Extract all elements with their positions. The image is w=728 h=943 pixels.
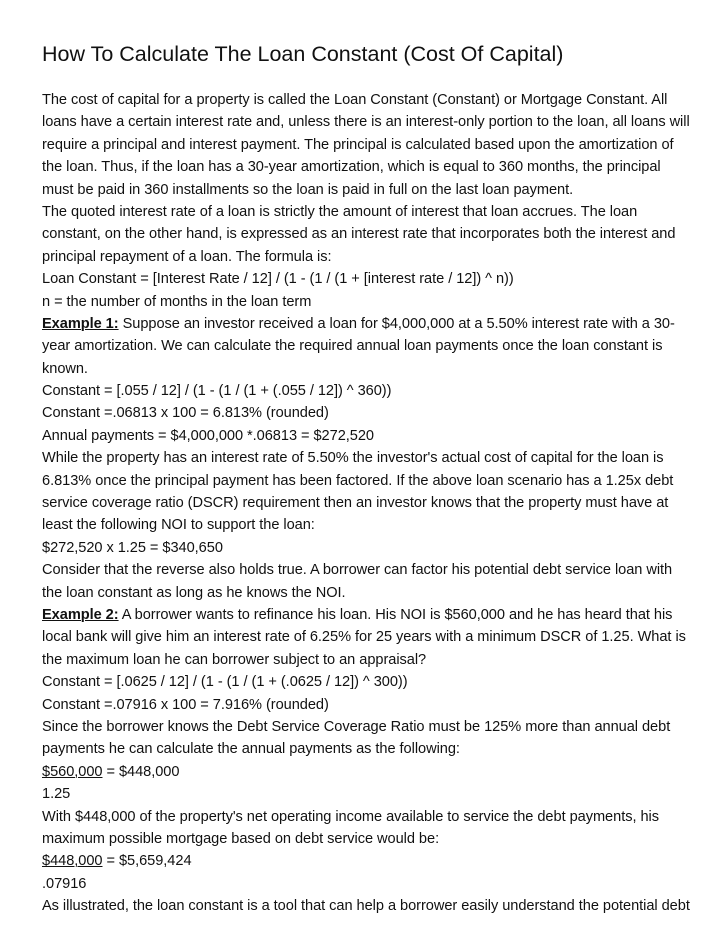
closing-line: As illustrated, the loan constant is a tool that can help a borrower easily understand the potential debt [42, 898, 690, 915]
paragraph-line: local bank will give him an interest rate of 6.25% for 25 years with a minimum DSCR of 1.25. What is [42, 629, 686, 646]
paragraph-line: require a principal and interest payment. The principal is calculated based upon the amortization of [42, 136, 674, 153]
paragraph-line: Since the borrower knows the Debt Service Coverage Ratio must be 125% more than annual debt [42, 718, 671, 735]
formula-line: Constant = [.055 / 12] / (1 - (1 / (1 + (.055 / 12]) ^ 360)) [42, 383, 392, 400]
paragraph-line: the loan. Thus, if the loan has a 30-year amortization, which is equal to 360 months, the principal [42, 159, 661, 176]
formula-line: $272,520 x 1.25 = $340,650 [42, 539, 223, 556]
paragraph-line: constant, on the other hand, is expressed as an interest rate that incorporates both the interest and [42, 226, 676, 243]
formula-line: Annual payments = $4,000,000 *.06813 = $272,520 [42, 427, 374, 444]
formula-definition: n = the number of months in the loan term [42, 293, 312, 310]
paragraph-line: 6.813% once the principal payment has been factored. If the above loan scenario has a 1.25x debt [42, 472, 674, 489]
example-2-label: Example 2: [42, 606, 119, 623]
fraction-1-result: = $448,000 [102, 763, 180, 780]
example-1-text: Suppose an investor received a loan for $4,000,000 at a 5.50% interest rate with a 30- [118, 315, 675, 332]
paragraph-line: the maximum loan he can borrower subject to an appraisal? [42, 651, 427, 668]
paragraph-line: maximum possible mortgage based on debt service would be: [42, 830, 440, 847]
example-1-heading-line [42, 313, 692, 335]
example-1-label: Example 1: [42, 315, 119, 332]
example-2-heading-line [42, 604, 692, 626]
page-title: How To Calculate The Loan Constant (Cost Of Capital) [42, 42, 564, 66]
fraction-2-numerator: $448,000 [42, 853, 103, 870]
fraction-1-numerator-line [42, 761, 692, 783]
example-2-text: A borrower wants to refinance his loan. His NOI is $560,000 and he has heard that his [118, 606, 673, 623]
paragraph-line: Consider that the reverse also holds true. A borrower can factor his potential debt service loan with [42, 562, 673, 579]
fraction-2-result: = $5,659,424 [102, 853, 192, 870]
paragraph-line: service coverage ratio (DSCR) requirement then an investor knows that the property must have at [42, 495, 669, 512]
document-body [42, 89, 692, 917]
paragraph-line: With $448,000 of the property's net operating income available to service the debt payments, his [42, 808, 659, 825]
paragraph-line: The cost of capital for a property is called the Loan Constant (Constant) or Mortgage Constant. All [42, 92, 668, 108]
fraction-2-denominator: .07916 [42, 875, 87, 892]
paragraph-line: least the following NOI to support the loan: [42, 517, 315, 534]
formula-line: Constant = [.0625 / 12] / (1 - (1 / (1 + (.0625 / 12]) ^ 300)) [42, 674, 408, 691]
paragraph-line: must be paid in 360 installments so the loan is paid in full on the last loan payment. [42, 181, 574, 198]
formula-line: Loan Constant = [Interest Rate / 12] / (1 - (1 / (1 + [interest rate / 12]) ^ n)) [42, 271, 514, 288]
paragraph-line: the loan constant as long as he knows the NOI. [42, 584, 346, 601]
fraction-1-denominator: 1.25 [42, 786, 71, 803]
formula-line: Constant =.06813 x 100 = 6.813% (rounded) [42, 405, 329, 422]
paragraph-line: loans have a certain interest rate and, unless there is an interest-only portion to the loan, all loans will [42, 114, 690, 131]
paragraph-line: year amortization. We can calculate the required annual loan payments once the loan constant is [42, 338, 663, 355]
paragraph-line: payments he can calculate the annual payments as the following: [42, 741, 460, 758]
paragraph-line: The quoted interest rate of a loan is strictly the amount of interest that loan accrues. The loan [42, 203, 638, 220]
paragraph-line: While the property has an interest rate of 5.50% the investor's actual cost of capital for the loan is [42, 450, 664, 467]
fraction-1-numerator: $560,000 [42, 763, 103, 780]
paragraph-line: known. [42, 360, 88, 377]
formula-line: Constant =.07916 x 100 = 7.916% (rounded) [42, 696, 329, 713]
fraction-2-numerator-line [42, 850, 692, 872]
paragraph-line: principal repayment of a loan. The formula is: [42, 248, 332, 265]
